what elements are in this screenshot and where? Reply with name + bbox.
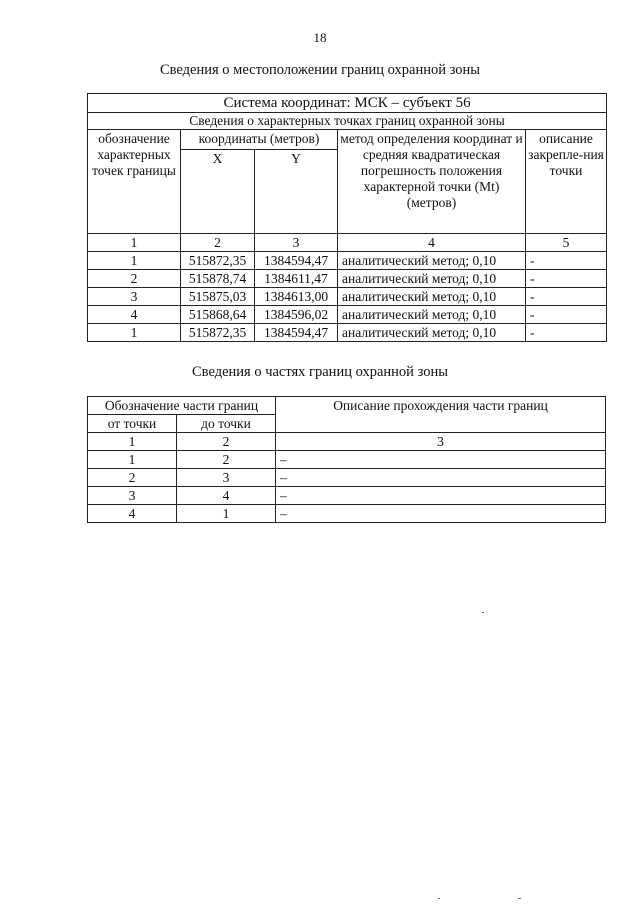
table-row xyxy=(88,252,607,270)
table-row xyxy=(88,270,607,288)
table-row xyxy=(88,324,607,342)
header-y: Y xyxy=(255,150,338,234)
table-row xyxy=(88,451,606,469)
table-row xyxy=(88,505,606,523)
table-row xyxy=(88,487,606,505)
section-title-parts: Сведения о частях границ охранной зоны xyxy=(192,364,448,380)
section-title-boundaries: Сведения о местоположении границ охранной зоны xyxy=(159,62,480,78)
column-number: 3 xyxy=(255,234,338,252)
method-cell: аналитический метод; 0,10 xyxy=(338,270,526,288)
column-number: 1 xyxy=(88,234,181,252)
point-cell: 1 xyxy=(88,324,181,342)
y-cell: 1384594,47 xyxy=(255,324,338,342)
x-cell: 515878,74 xyxy=(181,270,255,288)
method-cell: аналитический метод; 0,10 xyxy=(338,252,526,270)
header-to-point: до точки xyxy=(177,415,276,433)
header-x: X xyxy=(181,150,255,234)
y-cell: 1384594,47 xyxy=(255,252,338,270)
method-cell: аналитический метод; 0,10 xyxy=(338,324,526,342)
to-cell: 2 xyxy=(177,451,276,469)
from-cell: 3 xyxy=(88,487,177,505)
x-cell: 515875,03 xyxy=(181,288,255,306)
header-from-point: от точки xyxy=(88,415,177,433)
desc-cell: - xyxy=(526,306,607,324)
desc-cell: - xyxy=(526,324,607,342)
part-desc-cell: – xyxy=(276,505,606,523)
header-point-designation: обозначение характерных точек границы xyxy=(88,130,181,234)
desc-cell: - xyxy=(526,252,607,270)
header-method: метод определения координат и средняя квадратическая погрешность положения характерной точки (Mt) (метров) xyxy=(338,130,526,234)
column-number: 1 xyxy=(88,433,177,451)
table-row xyxy=(88,288,607,306)
coordinate-system-cell: Система координат: МСК – субъект 56 xyxy=(88,94,607,113)
header-coordinates: координаты (метров) xyxy=(181,130,338,150)
desc-cell: - xyxy=(526,288,607,306)
method-cell: аналитический метод; 0,10 xyxy=(338,306,526,324)
header-description: описание закрепле-ния точки xyxy=(526,130,607,234)
point-cell: 1 xyxy=(88,252,181,270)
column-number: 2 xyxy=(177,433,276,451)
point-cell: 4 xyxy=(88,306,181,324)
parts-table xyxy=(87,396,606,523)
part-desc-cell: – xyxy=(276,487,606,505)
header-part-designation: Обозначение части границ xyxy=(88,397,276,415)
page-number: 18 xyxy=(313,30,327,45)
column-number: 5 xyxy=(526,234,607,252)
x-cell: 515872,35 xyxy=(181,252,255,270)
to-cell: 3 xyxy=(177,469,276,487)
y-cell: 1384613,00 xyxy=(255,288,338,306)
x-cell: 515868,64 xyxy=(181,306,255,324)
y-cell: 1384596,02 xyxy=(255,306,338,324)
points-subtitle-cell: Сведения о характерных точках границ охранной зоны xyxy=(88,113,607,130)
point-cell: 2 xyxy=(88,270,181,288)
scan-speck xyxy=(518,898,521,899)
column-numbers-row xyxy=(88,234,607,252)
column-number: 2 xyxy=(181,234,255,252)
part-desc-cell: – xyxy=(276,451,606,469)
column-number: 3 xyxy=(276,433,606,451)
from-cell: 4 xyxy=(88,505,177,523)
point-cell: 3 xyxy=(88,288,181,306)
scan-speck xyxy=(482,612,484,613)
to-cell: 4 xyxy=(177,487,276,505)
y-cell: 1384611,47 xyxy=(255,270,338,288)
to-cell: 1 xyxy=(177,505,276,523)
points-table xyxy=(87,93,607,342)
x-cell: 515872,35 xyxy=(181,324,255,342)
header-part-description: Описание прохождения части границ xyxy=(276,397,606,433)
table-row xyxy=(88,306,607,324)
scan-speck xyxy=(438,898,440,899)
part-desc-cell: – xyxy=(276,469,606,487)
from-cell: 2 xyxy=(88,469,177,487)
desc-cell: - xyxy=(526,270,607,288)
from-cell: 1 xyxy=(88,451,177,469)
column-number: 4 xyxy=(338,234,526,252)
column-numbers-row xyxy=(88,433,606,451)
table-row xyxy=(88,469,606,487)
method-cell: аналитический метод; 0,10 xyxy=(338,288,526,306)
